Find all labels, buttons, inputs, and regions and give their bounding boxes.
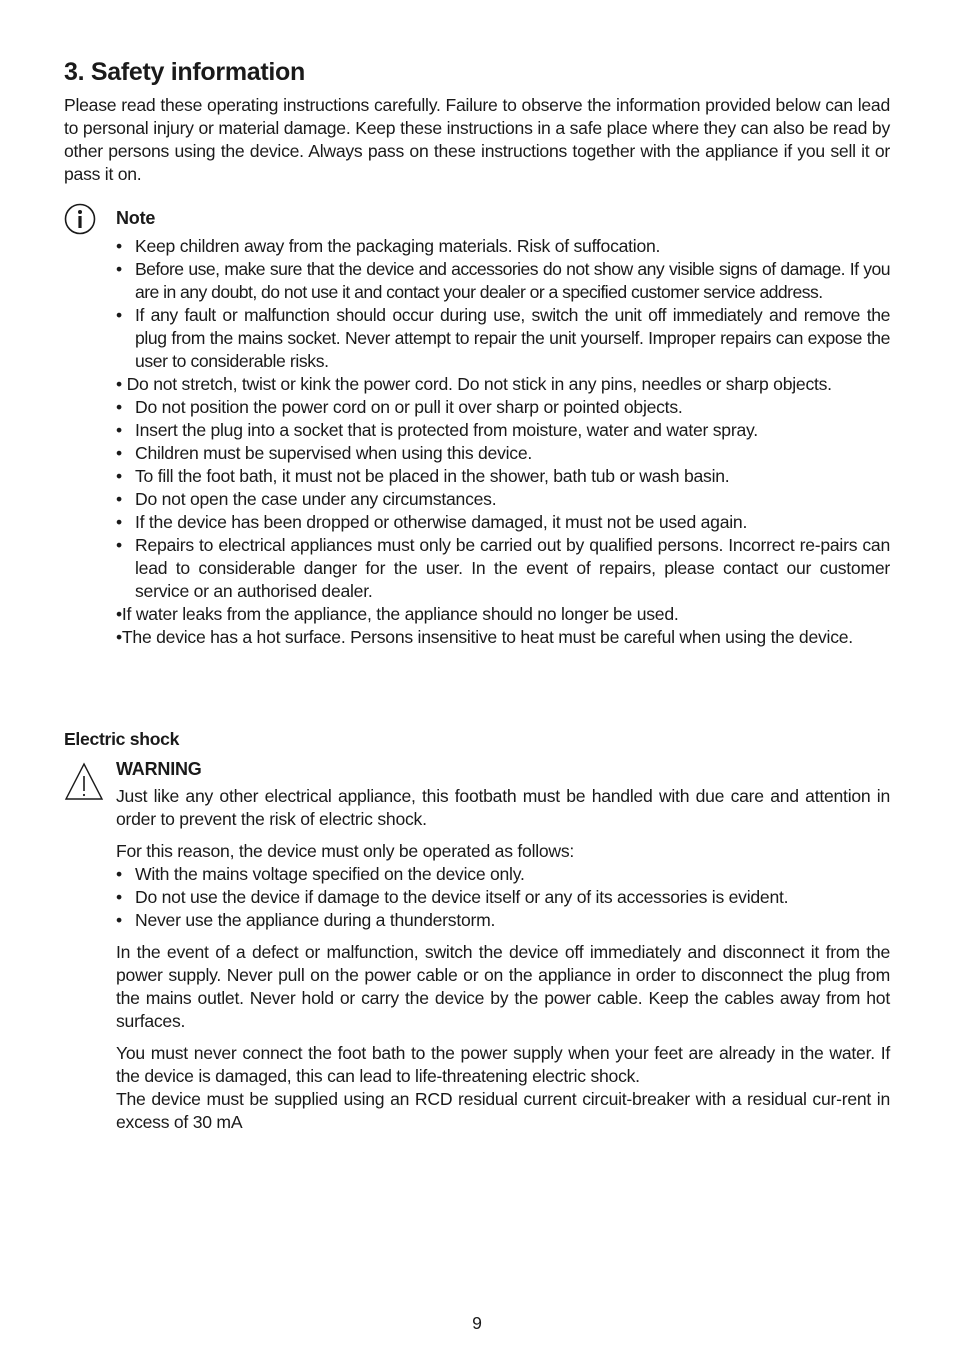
warning-item: • Never use the appliance during a thunderstorm.: [116, 909, 890, 932]
warning-paragraph: The device must be supplied using an RCD residual current circuit-breaker with a residual cur-rent in excess of 30 mA: [116, 1089, 890, 1132]
note-item: • To fill the foot bath, it must not be placed in the shower, bath tub or wash basin.: [116, 465, 890, 488]
warning-paragraph: You must never connect the foot bath to the power supply when your feet are already in the water. If the device is damaged, this can lead to life-threatening electric shock.: [116, 1043, 890, 1086]
warning-item: • With the mains voltage specified on the device only.: [116, 863, 890, 886]
note-item: • Children must be supervised when using this device.: [116, 442, 890, 465]
note-item: • Do not stretch, twist or kink the power cord. Do not stick in any pins, needles or sharp objects.: [116, 373, 890, 396]
note-item: • If water leaks from the appliance, the appliance should no longer be used.: [116, 603, 890, 626]
warning-paragraph: In the event of a defect or malfunction, switch the device off immediately and disconnect it from the power supply. Never pull on the power cable or on the appliance in order to disconnect the plug from the mains outlet. Never hold or carry the device by the power cable. Keep the cables away from hot surfaces.: [116, 942, 890, 1031]
warning-triangle-icon: [64, 761, 104, 801]
warning-paragraph: For this reason, the device must only be operated as follows:: [116, 841, 575, 861]
note-item: • Repairs to electrical appliances must only be carried out by qualified persons. Incorrect re-pairs can lead to considerable danger for the user. In the event of repairs, please contact our customer service or an authorised dealer.: [116, 534, 890, 603]
section-title: 3. Safety information: [64, 58, 305, 86]
warning-body: [116, 785, 890, 1134]
intro-paragraph: Please read these operating instructions carefully. Failure to observe the information provided below can lead to personal injury or material damage. Keep these instructions in a safe place where they can also be read by other persons using the device. Always pass on these instructions together with the appliance if you sell it or pass it on.: [64, 95, 890, 184]
warning-list: [116, 863, 890, 932]
note-item: • Do not position the power cord on or pull it over sharp or pointed objects.: [116, 396, 890, 419]
note-item: • Before use, make sure that the device and accessories do not show any visible signs of damage. If you are in any doubt, do not use it and contact your dealer or a specified customer service address.: [116, 258, 890, 304]
note-list: [116, 235, 890, 649]
warning-paragraph: Just like any other electrical appliance, this footbath must be handled with due care and attention in order to prevent the risk of electric shock.: [116, 786, 890, 829]
page-number: 9: [472, 1313, 482, 1333]
note-item: • Insert the plug into a socket that is protected from moisture, water and water spray.: [116, 419, 890, 442]
note-title: Note: [116, 208, 156, 228]
note-item: • Do not open the case under any circumstances.: [116, 488, 890, 511]
info-icon: [64, 203, 96, 235]
warning-title: WARNING: [116, 759, 202, 779]
warning-item: • Do not use the device if damage to the device itself or any of its accessories is evident.: [116, 886, 890, 909]
electric-shock-heading: Electric shock: [64, 729, 180, 749]
note-item: • The device has a hot surface. Persons insensitive to heat must be careful when using the device.: [116, 626, 890, 649]
note-item: • Keep children away from the packaging materials. Risk of suffocation.: [116, 235, 890, 258]
note-item: • If any fault or malfunction should occur during use, switch the unit off immediately and remove the plug from the mains socket. Never attempt to repair the unit yourself. Improper repairs can expose the user to considerable risks.: [116, 304, 890, 373]
note-item: • If the device has been dropped or otherwise damaged, it must not be used again.: [116, 511, 890, 534]
